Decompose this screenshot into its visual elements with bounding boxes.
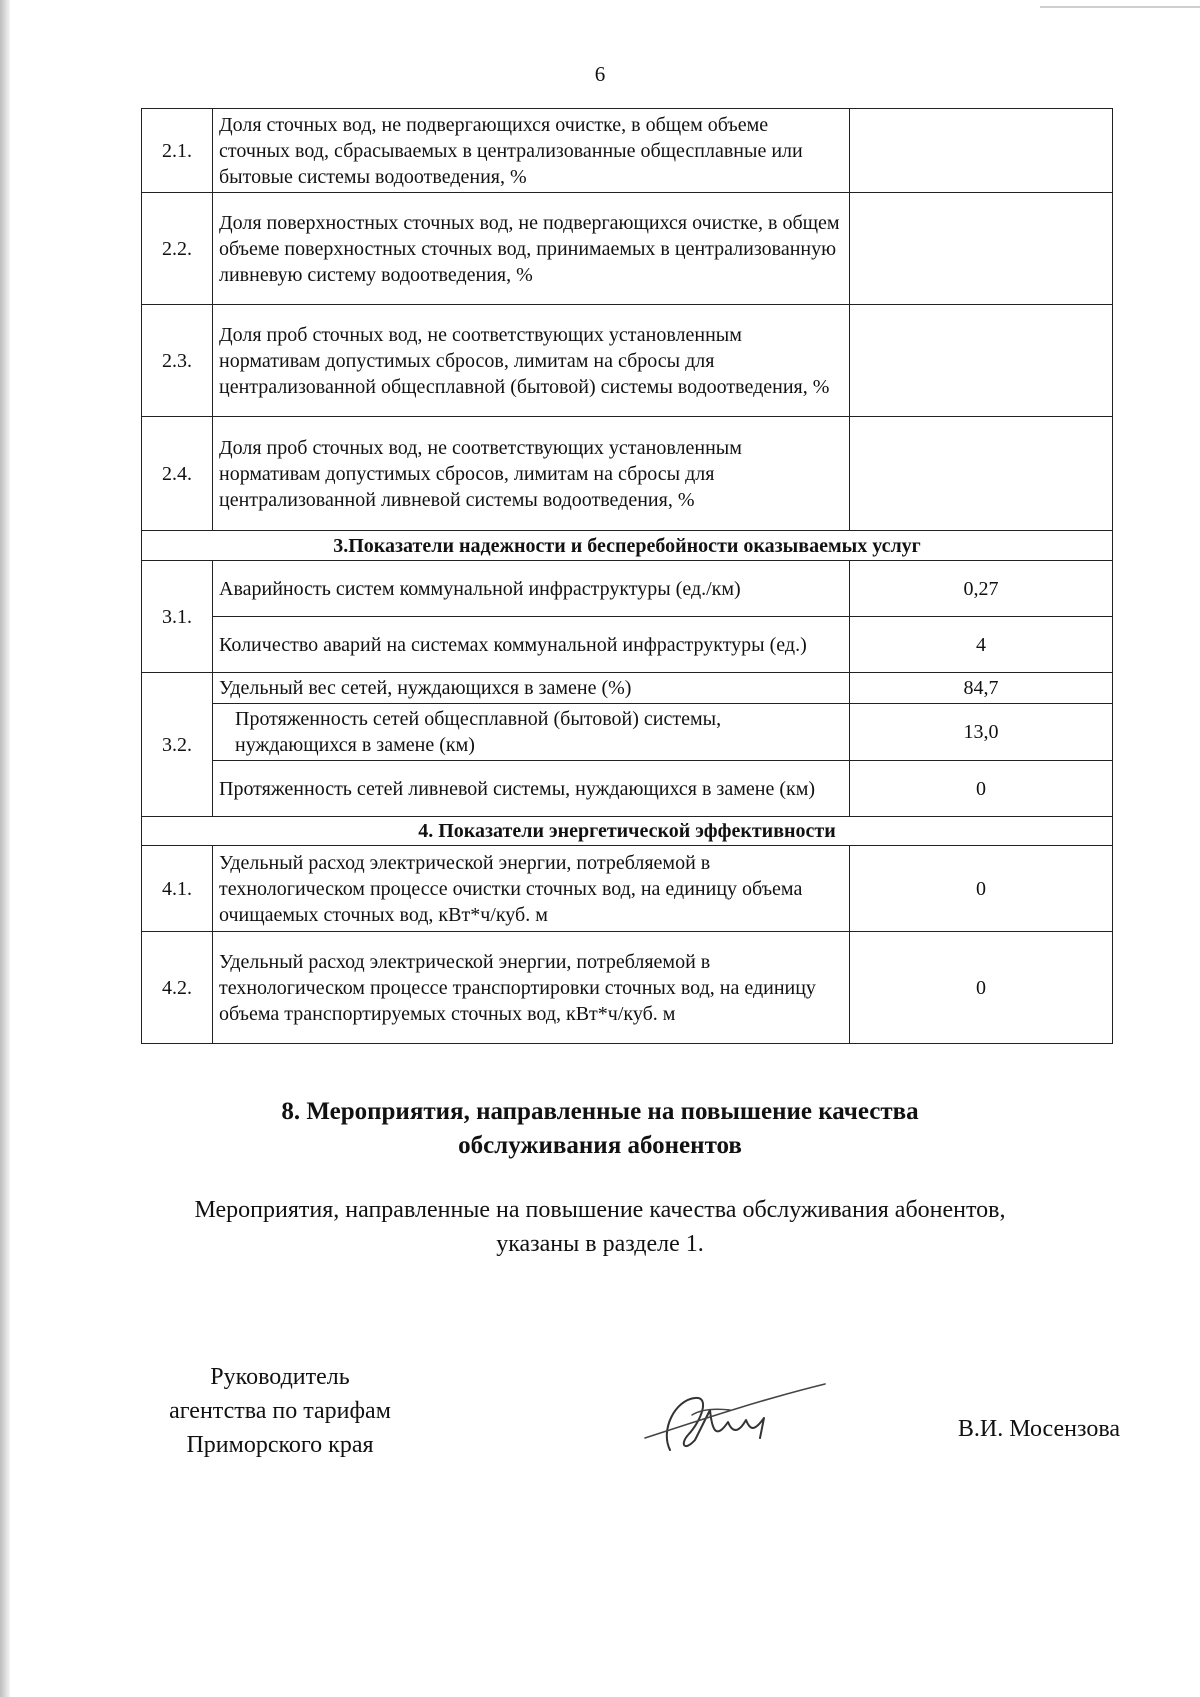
handwritten-signature	[640, 1380, 830, 1460]
row-description: Протяженность сетей общесплавной (бытовой) системы, нуждающихся в замене (км)	[213, 704, 850, 761]
row-number: 4.1.	[142, 846, 213, 932]
section-8-heading-line: обслуживания абонентов	[458, 1132, 742, 1159]
table-row	[142, 932, 1113, 1044]
table-row	[142, 305, 1113, 417]
row-description: Удельный расход электрической энергии, потребляемой в технологическом процессе транспортировки сточных вод, на единицу объема транспортируемых сточных вод, кВт*ч/куб. м	[213, 932, 850, 1044]
section-8-paragraph	[0, 1193, 1200, 1261]
row-number: 3.1.	[142, 561, 213, 673]
row-description: Протяженность сетей ливневой системы, нуждающихся в замене (км)	[213, 761, 850, 817]
indicators-table	[141, 108, 1113, 1044]
signatory-title-line: Руководитель	[210, 1364, 350, 1390]
page-number: 6	[594, 62, 606, 86]
row-value	[850, 109, 1113, 193]
table-row	[142, 109, 1113, 193]
scan-top-mark	[1040, 6, 1200, 8]
row-value: 13,0	[850, 704, 1113, 761]
section-header-row	[142, 817, 1113, 846]
section-3-title: 3.Показатели надежности и бесперебойности оказываемых услуг	[142, 531, 1113, 561]
table-row	[142, 761, 1113, 817]
table-row	[142, 617, 1113, 673]
section-8-heading-line: 8. Мероприятия, направленные на повышение качества	[281, 1098, 919, 1125]
row-description: Удельный расход электрической энергии, потребляемой в технологическом процессе очистки сточных вод, на единицу объема очищаемых сточных вод, кВт*ч/куб. м	[213, 846, 850, 932]
table-row	[142, 417, 1113, 531]
signatory-title-line: агентства по тарифам	[169, 1398, 391, 1424]
row-description: Доля сточных вод, не подвергающихся очистке, в общем объеме сточных вод, сбрасываемых в централизованные общесплавные или бытовые системы водоотведения, %	[213, 109, 850, 193]
row-description: Доля проб сточных вод, не соответствующих установленным нормативам допустимых сбросов, лимитам на сбросы для централизованной ливневой системы водоотведения, %	[213, 417, 850, 531]
table-row	[142, 561, 1113, 617]
section-header-row	[142, 531, 1113, 561]
row-value: 84,7	[850, 673, 1113, 704]
row-value	[850, 417, 1113, 531]
row-number: 2.4.	[142, 417, 213, 531]
section-8-heading	[0, 1095, 1200, 1163]
row-number: 2.1.	[142, 109, 213, 193]
signatory-title-line: Приморского края	[186, 1432, 374, 1458]
signatory-title	[130, 1360, 430, 1462]
row-description: Количество аварий на системах коммунальной инфраструктуры (ед.)	[213, 617, 850, 673]
row-value: 0	[850, 761, 1113, 817]
row-description: Доля проб сточных вод, не соответствующих установленным нормативам допустимых сбросов, лимитам на сбросы для централизованной общесплавной (бытовой) системы водоотведения, %	[213, 305, 850, 417]
paragraph-line: указаны в разделе 1.	[496, 1231, 704, 1257]
table-row	[142, 846, 1113, 932]
table-row	[142, 193, 1113, 305]
row-value: 0	[850, 846, 1113, 932]
table-row	[142, 673, 1113, 704]
row-number: 2.2.	[142, 193, 213, 305]
row-description: Доля поверхностных сточных вод, не подвергающихся очистке, в общем объеме поверхностных сточных вод, принимаемых в централизованную ливневую систему водоотведения, %	[213, 193, 850, 305]
row-number: 2.3.	[142, 305, 213, 417]
signatory-name: В.И. Мосензова	[957, 1416, 1120, 1442]
scan-edge-shadow	[0, 0, 10, 1697]
section-4-title: 4. Показатели энергетической эффективности	[142, 817, 1113, 846]
row-value: 0,27	[850, 561, 1113, 617]
row-number: 4.2.	[142, 932, 213, 1044]
row-description: Аварийность систем коммунальной инфраструктуры (ед./км)	[213, 561, 850, 617]
row-value	[850, 193, 1113, 305]
paragraph-line: Мероприятия, направленные на повышение качества обслуживания абонентов,	[194, 1197, 1006, 1223]
row-value: 0	[850, 932, 1113, 1044]
row-description: Удельный вес сетей, нуждающихся в замене (%)	[213, 673, 850, 704]
table-row	[142, 704, 1113, 761]
row-value	[850, 305, 1113, 417]
row-number: 3.2.	[142, 673, 213, 817]
row-value: 4	[850, 617, 1113, 673]
